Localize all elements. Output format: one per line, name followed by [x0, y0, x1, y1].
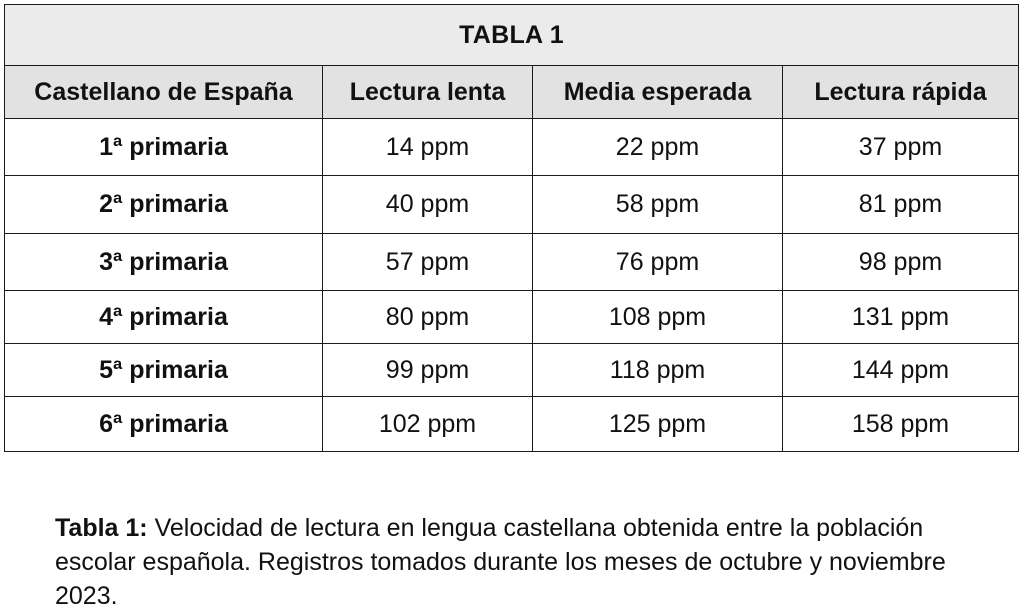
fast-value-cell: 81 ppm [783, 176, 1019, 234]
grade-cell: 5ª primaria [5, 344, 323, 397]
grade-cell: 6ª primaria [5, 397, 323, 452]
grade-cell: 3ª primaria [5, 234, 323, 291]
table-row [5, 234, 1019, 291]
fast-value-cell: 98 ppm [783, 234, 1019, 291]
average-value-cell: 22 ppm [533, 119, 783, 176]
reading-speed-table [4, 4, 1019, 452]
table-row [5, 344, 1019, 397]
average-value-cell: 118 ppm [533, 344, 783, 397]
grade-cell: 4ª primaria [5, 291, 323, 344]
grade-cell: 1ª primaria [5, 119, 323, 176]
table-row [5, 397, 1019, 452]
column-header-level: Castellano de España [5, 66, 323, 119]
table-row [5, 176, 1019, 234]
column-header-fast: Lectura rápida [783, 66, 1019, 119]
table-row [5, 119, 1019, 176]
grade-cell: 2ª primaria [5, 176, 323, 234]
fast-value-cell: 144 ppm [783, 344, 1019, 397]
fast-value-cell: 37 ppm [783, 119, 1019, 176]
slow-value-cell: 14 ppm [323, 119, 533, 176]
reading-speed-table-container [4, 4, 1018, 452]
average-value-cell: 125 ppm [533, 397, 783, 452]
slow-value-cell: 40 ppm [323, 176, 533, 234]
average-value-cell: 76 ppm [533, 234, 783, 291]
table-title: TABLA 1 [5, 5, 1019, 66]
caption-text: Velocidad de lectura en lengua castellana obtenida entre la población escolar española. Registros tomados durante los meses de octubre y noviembre 2023. [55, 514, 946, 610]
table-header-row [5, 66, 1019, 119]
slow-value-cell: 102 ppm [323, 397, 533, 452]
slow-value-cell: 80 ppm [323, 291, 533, 344]
slow-value-cell: 99 ppm [323, 344, 533, 397]
fast-value-cell: 131 ppm [783, 291, 1019, 344]
column-header-slow: Lectura lenta [323, 66, 533, 119]
table-row [5, 291, 1019, 344]
average-value-cell: 108 ppm [533, 291, 783, 344]
fast-value-cell: 158 ppm [783, 397, 1019, 452]
slow-value-cell: 57 ppm [323, 234, 533, 291]
table-caption [55, 511, 955, 613]
caption-label: Tabla 1: [55, 514, 148, 542]
table-title-row [5, 5, 1019, 66]
column-header-average: Media esperada [533, 66, 783, 119]
average-value-cell: 58 ppm [533, 176, 783, 234]
